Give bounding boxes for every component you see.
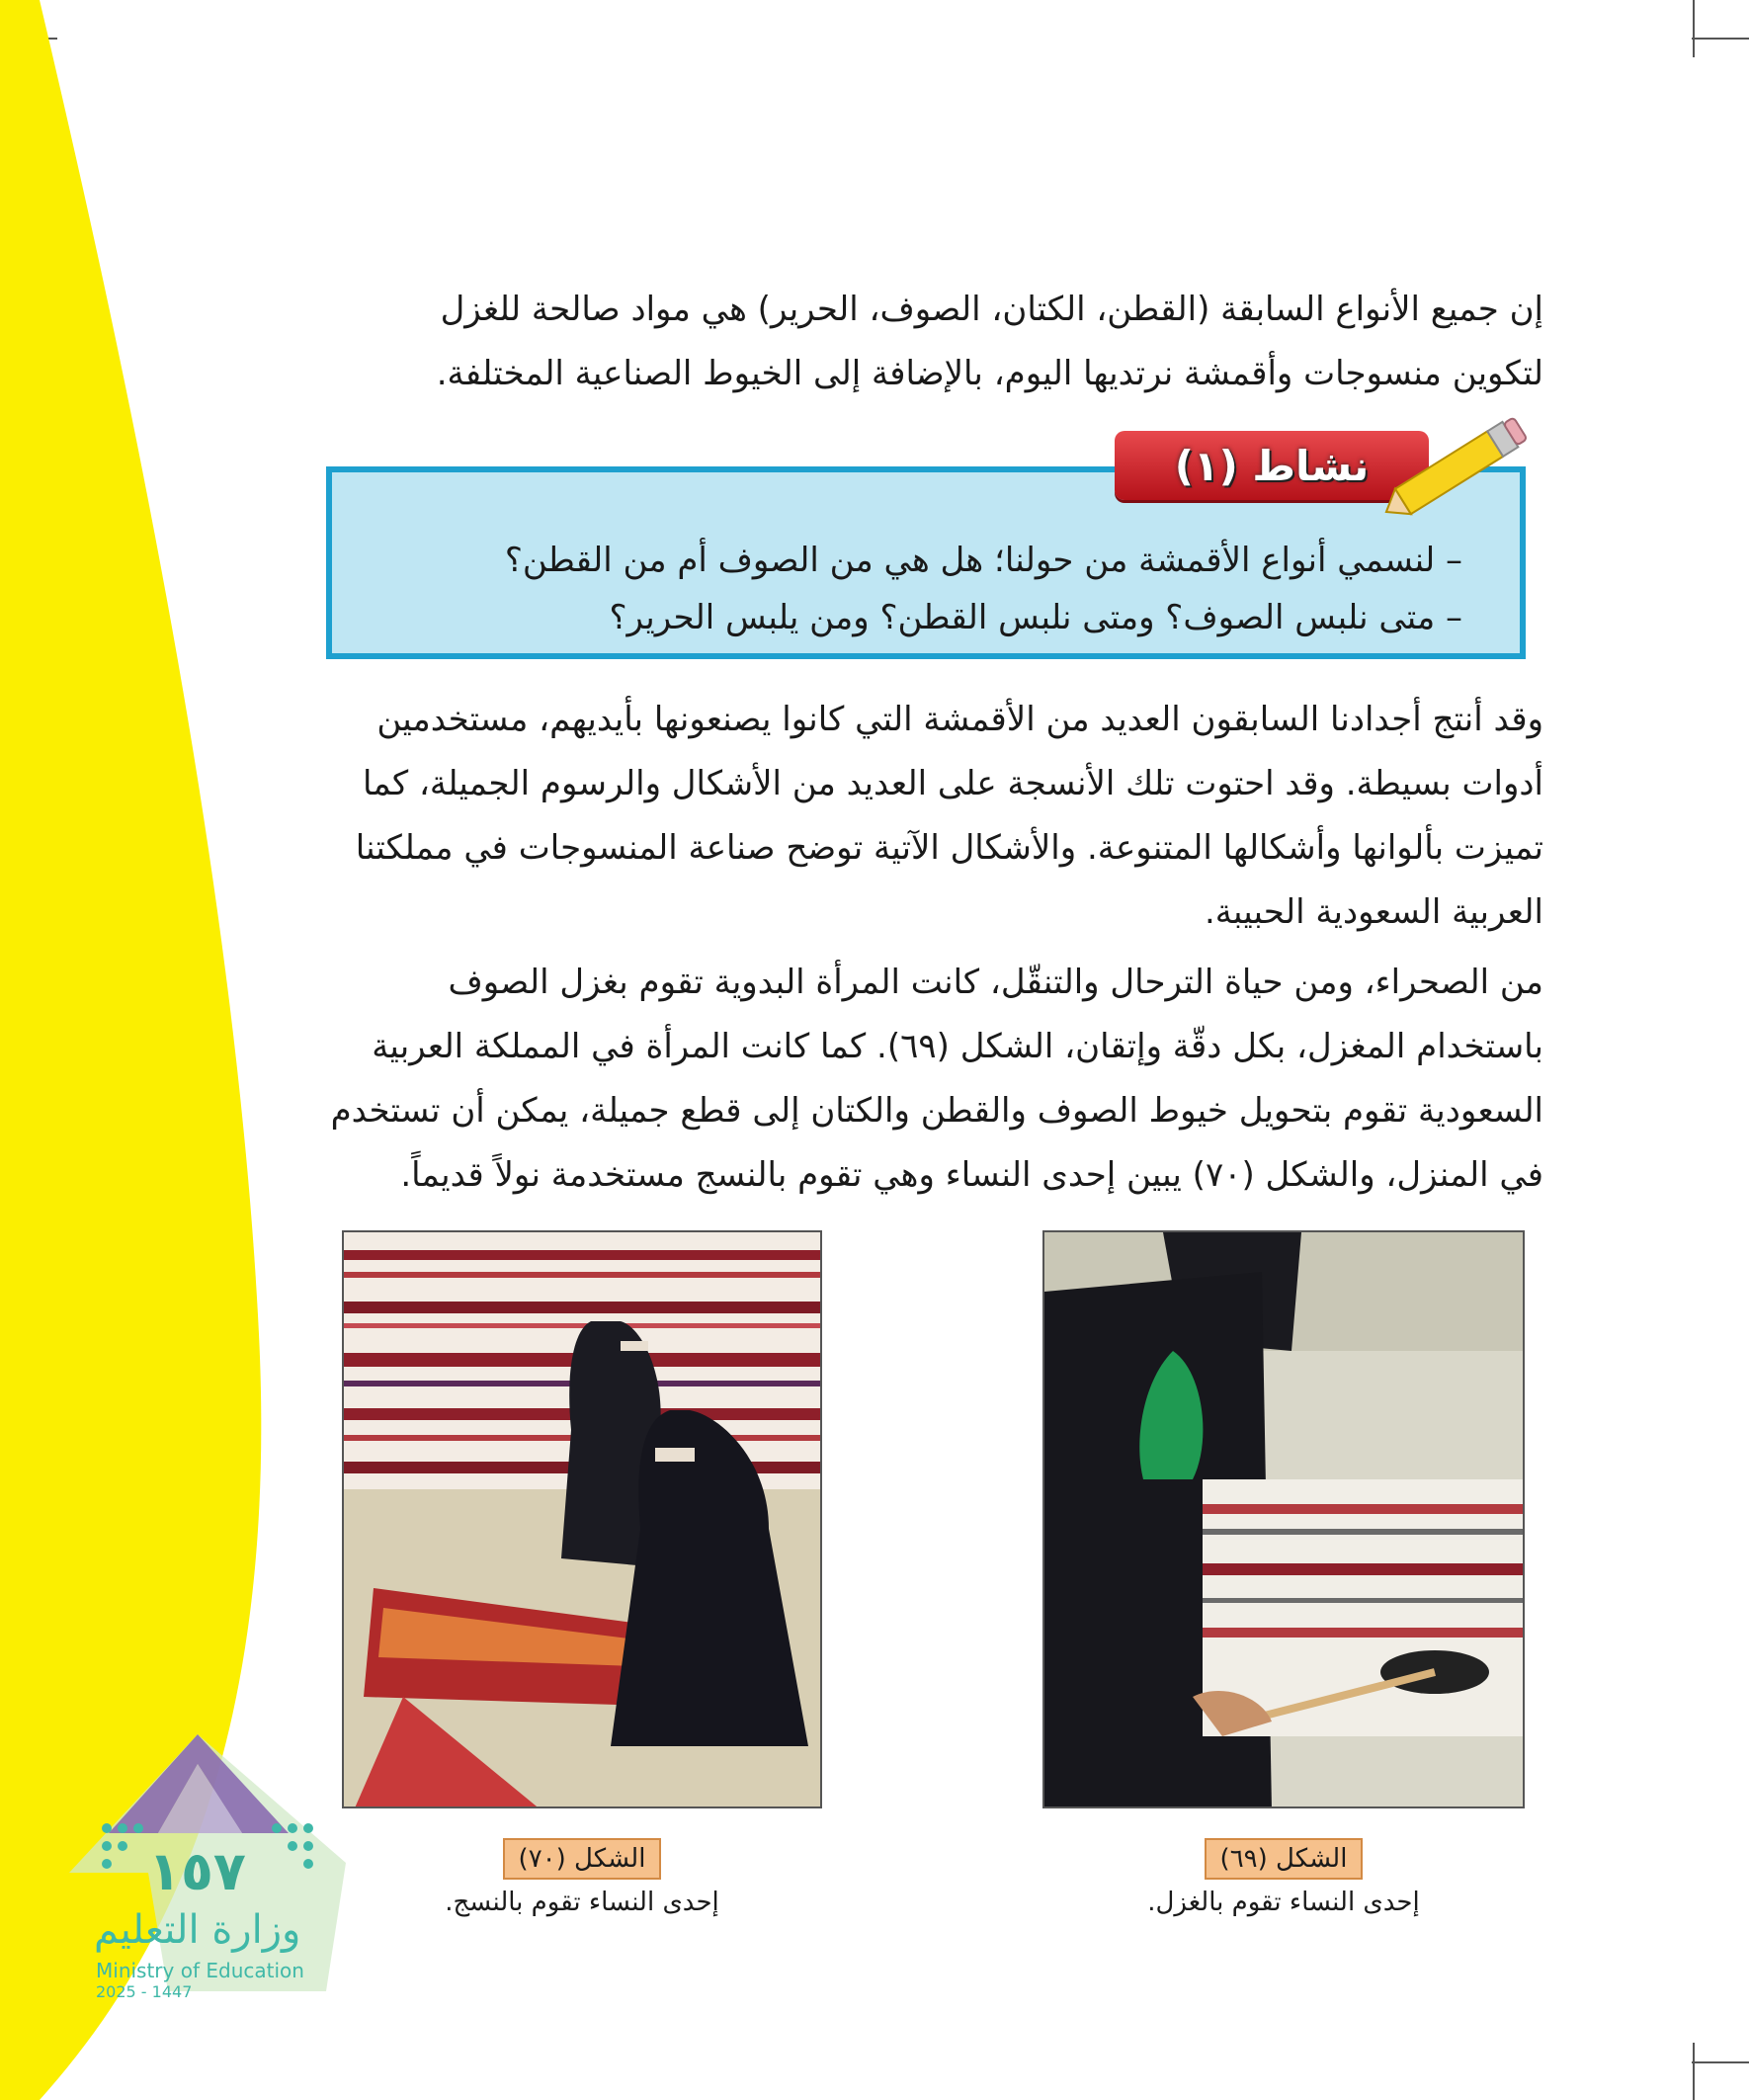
activity-title: نشاط (١) (1174, 441, 1370, 490)
spinning-photo (1042, 1230, 1525, 1808)
activity-questions (375, 532, 1462, 646)
pencil-icon (1374, 413, 1541, 522)
activity-question: – لنسمي أنواع الأقمشة من حولنا؛ هل هي من الصوف أم من القطن؟ (504, 541, 1462, 580)
weaving-photo-illustration (344, 1232, 822, 1808)
crop-mark (1693, 0, 1695, 57)
history-line: وقد أنتج أجدادنا السابقون العديد من الأقمشة التي كانوا يصنعونها بأيديهم، مستخدمين (376, 700, 1543, 739)
crop-mark (1693, 2043, 1695, 2100)
figure-70-label: الشكل (٧٠) (503, 1838, 662, 1880)
history-line: تميزت بألوانها وأشكالها المتنوعة. والأشكال الآتية توضح صناعة المنسوجات في مملكتنا (355, 828, 1543, 868)
history-line: أدوات بسيطة. وقد احتوت تلك الأنسجة على العديد من الأشكال والرسوم الجميلة، كما (362, 764, 1543, 803)
academic-year: 2025 - 1447 (96, 1982, 193, 2001)
weaving-line: باستخدام المغزل، بكل دقّة وإتقان، الشكل (٦٩). كما كانت المرأة في المملكة العربية (372, 1027, 1543, 1066)
weaving-line: من الصحراء، ومن حياة الترحال والتنقّل، كانت المرأة البدوية تقوم بغزل الصوف (448, 963, 1543, 1002)
weaving-paragraph (214, 951, 1543, 1208)
page-number: ١٥٧ (148, 1840, 246, 1902)
activity-question: – متى نلبس الصوف؟ ومتى نلبس القطن؟ ومن يلبس الحرير؟ (609, 598, 1462, 637)
history-paragraph (214, 688, 1543, 945)
figure-69-label: الشكل (٦٩) (1205, 1838, 1364, 1880)
figure-70-description: إحدى النساء تقوم بالنسج. (445, 1888, 719, 1917)
figure-70-caption (342, 1838, 822, 1917)
weaving-line: السعودية تقوم بتحويل خيوط الصوف والقطن والكتان إلى قطع جميلة، يمكن أن تستخدم (330, 1091, 1543, 1131)
ministry-name-en: Ministry of Education (96, 1959, 304, 1982)
weaving-line: في المنزل، والشكل (٧٠) يبين إحدى النساء وهي تقوم بالنسج مستخدمة نولاً قديماً. (400, 1155, 1543, 1195)
crop-mark (1692, 38, 1749, 40)
intro-line: لتكوين منسوجات وأقمشة نرتديها اليوم، بالإضافة إلى الخيوط الصناعية المختلفة. (436, 354, 1543, 393)
intro-paragraph (214, 278, 1543, 406)
figure-69-caption (1042, 1838, 1525, 1917)
figure-69-description: إحدى النساء تقوم بالغزل. (1147, 1888, 1420, 1917)
intro-line: إن جميع الأنواع السابقة (القطن، الكتان، الصوف، الحرير) هي مواد صالحة للغزل (440, 290, 1543, 329)
ministry-name-ar: وزارة التعليم (94, 1907, 301, 1953)
spinning-photo-illustration (1044, 1232, 1525, 1808)
crop-mark (1692, 2061, 1749, 2063)
history-line: العربية السعودية الحبيبة. (1204, 892, 1543, 932)
weaving-photo (342, 1230, 822, 1808)
